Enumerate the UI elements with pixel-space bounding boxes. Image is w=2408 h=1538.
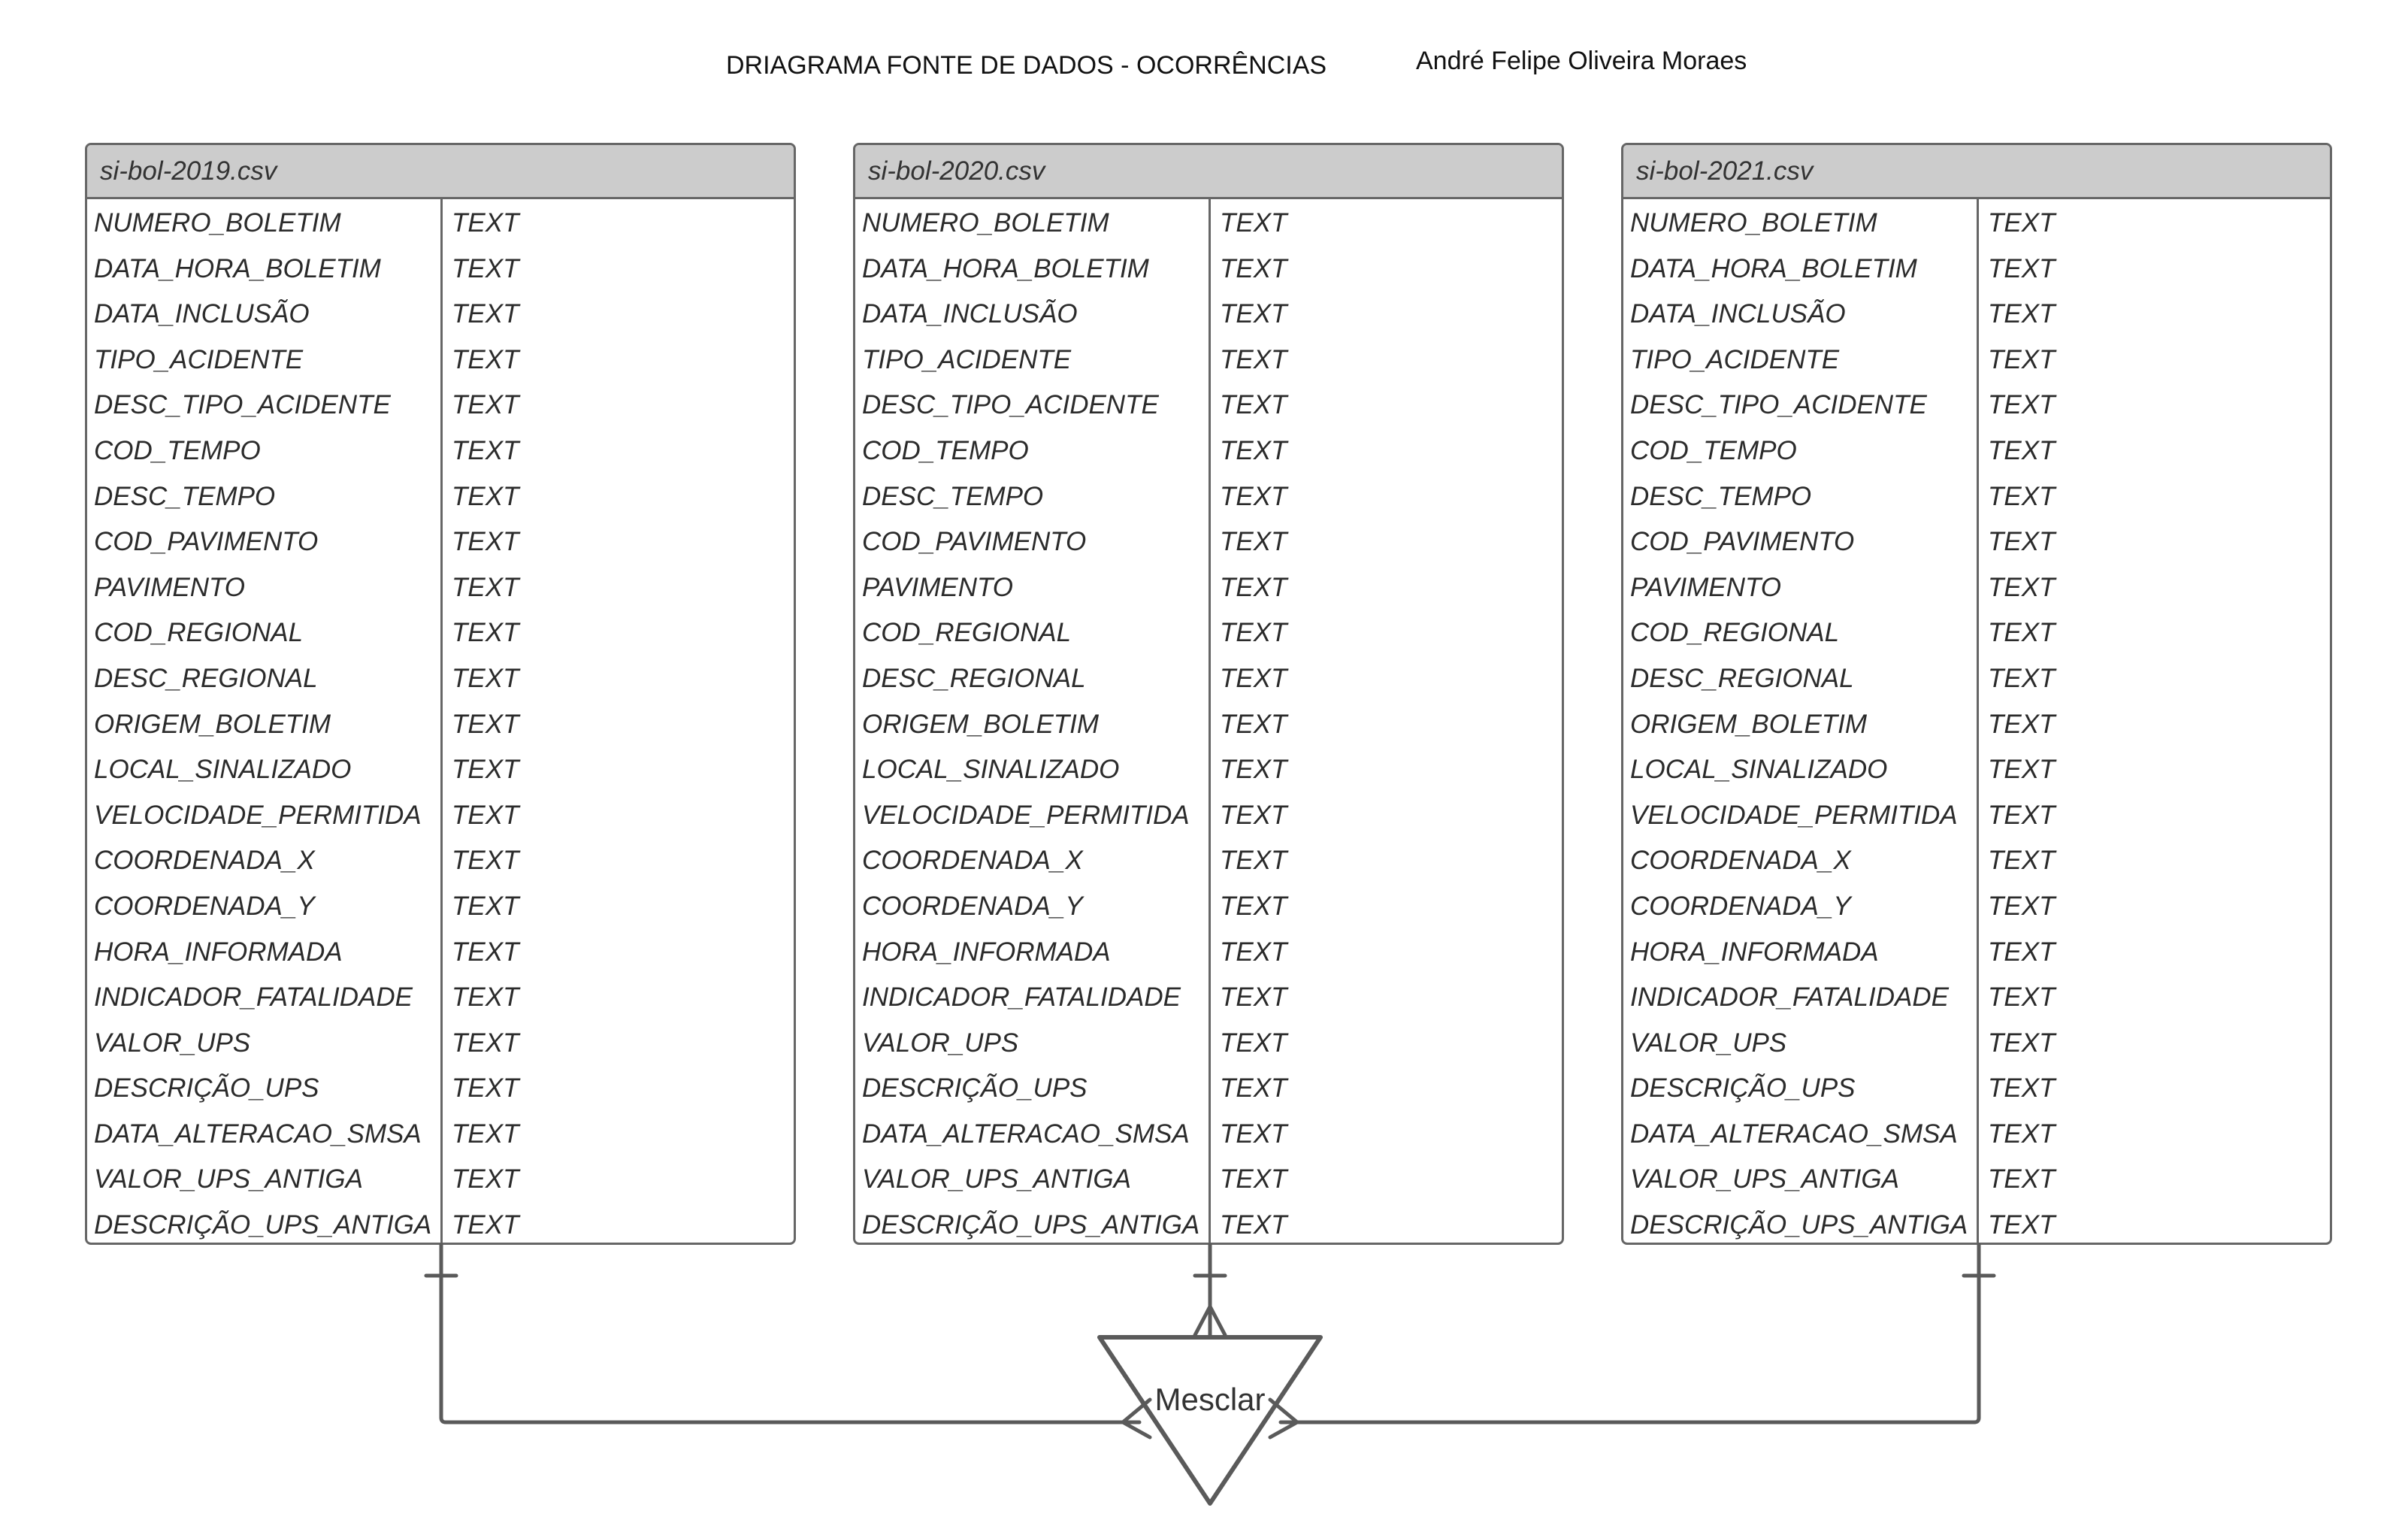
field-name: DATA_HORA_BOLETIM	[94, 253, 381, 283]
field-name: DESCRIÇÃO_UPS_ANTIGA	[94, 1210, 432, 1240]
field-type: TEXT	[1220, 937, 1287, 967]
entity-table-title[interactable]: si-bol-2021.csv	[1623, 145, 2330, 199]
field-type: TEXT	[1220, 755, 1287, 785]
field-name: INDICADOR_FATALIDADE	[862, 982, 1181, 1013]
entity-table-title[interactable]: si-bol-2019.csv	[87, 145, 794, 199]
field-type: TEXT	[452, 618, 519, 648]
field-name: DESC_TIPO_ACIDENTE	[94, 390, 391, 420]
field-name: VALOR_UPS	[94, 1028, 251, 1058]
field-name: DATA_ALTERACAO_SMSA	[94, 1119, 422, 1149]
field-type: TEXT	[1988, 344, 2056, 374]
field-type: TEXT	[452, 1164, 519, 1194]
field-type: TEXT	[452, 299, 519, 329]
field-name: COD_PAVIMENTO	[1630, 527, 1855, 557]
field-type: TEXT	[1220, 846, 1287, 876]
field-name: DATA_INCLUSÃO	[1630, 299, 1846, 329]
field-type: TEXT	[1988, 481, 2056, 511]
field-name: COORDENADA_Y	[1630, 891, 1851, 921]
field-type: TEXT	[452, 572, 519, 602]
field-name: ORIGEM_BOLETIM	[1630, 709, 1868, 739]
field-name: VALOR_UPS	[862, 1028, 1019, 1058]
field-name: LOCAL_SINALIZADO	[94, 755, 352, 785]
field-type: TEXT	[1988, 1164, 2056, 1194]
diagram-title: DRIAGRAMA FONTE DE DADOS - OCORRÊNCIAS	[726, 51, 1327, 80]
field-name: VALOR_UPS_ANTIGA	[862, 1164, 1131, 1194]
field-name: NUMERO_BOLETIM	[1630, 208, 1877, 238]
field-name: PAVIMENTO	[1630, 572, 1781, 602]
field-name: TIPO_ACIDENTE	[1630, 344, 1840, 374]
field-type: TEXT	[1988, 1028, 2056, 1058]
field-name: HORA_INFORMADA	[94, 937, 343, 967]
field-type: TEXT	[1988, 390, 2056, 420]
field-name: COORDENADA_X	[94, 846, 315, 876]
field-type: TEXT	[1220, 299, 1287, 329]
field-name: HORA_INFORMADA	[1630, 937, 1879, 967]
field-name: DATA_HORA_BOLETIM	[1630, 253, 1917, 283]
field-name: COD_REGIONAL	[94, 618, 304, 648]
field-name: DESC_TEMPO	[94, 481, 276, 511]
field-name: COORDENADA_Y	[94, 891, 315, 921]
field-name: DESCRIÇÃO_UPS	[1630, 1073, 1856, 1104]
field-name: HORA_INFORMADA	[862, 937, 1111, 967]
field-type: TEXT	[1220, 527, 1287, 557]
field-type: TEXT	[1220, 572, 1287, 602]
field-type: TEXT	[452, 982, 519, 1013]
field-name: DATA_HORA_BOLETIM	[862, 253, 1149, 283]
field-name: DESC_TEMPO	[1630, 481, 1812, 511]
entity-table-title[interactable]: si-bol-2020.csv	[855, 145, 1562, 199]
field-type: TEXT	[1220, 891, 1287, 921]
field-type: TEXT	[1988, 208, 2056, 238]
field-type: TEXT	[452, 800, 519, 830]
field-type: TEXT	[1988, 1210, 2056, 1240]
field-name: DESC_TEMPO	[862, 481, 1044, 511]
field-type: TEXT	[1988, 937, 2056, 967]
field-type: TEXT	[1988, 1073, 2056, 1104]
field-name: PAVIMENTO	[94, 572, 245, 602]
field-type: TEXT	[1220, 618, 1287, 648]
field-type: TEXT	[1220, 663, 1287, 693]
field-name: DESC_REGIONAL	[1630, 663, 1854, 693]
field-name: DESC_REGIONAL	[862, 663, 1086, 693]
field-type: TEXT	[1220, 208, 1287, 238]
field-name: INDICADOR_FATALIDADE	[1630, 982, 1949, 1013]
field-type: TEXT	[1988, 527, 2056, 557]
field-type: TEXT	[1988, 755, 2056, 785]
field-name: COORDENADA_X	[1630, 846, 1851, 876]
field-name: COD_TEMPO	[1630, 435, 1797, 465]
field-type: TEXT	[452, 208, 519, 238]
field-type: TEXT	[452, 755, 519, 785]
field-name: COD_PAVIMENTO	[862, 527, 1087, 557]
field-name: COD_TEMPO	[94, 435, 261, 465]
field-type: TEXT	[452, 1028, 519, 1058]
field-name: COD_PAVIMENTO	[94, 527, 319, 557]
field-name: VELOCIDADE_PERMITIDA	[862, 800, 1190, 830]
field-type: TEXT	[452, 253, 519, 283]
field-name: COD_TEMPO	[862, 435, 1029, 465]
field-name: VALOR_UPS_ANTIGA	[1630, 1164, 1899, 1194]
merge-label[interactable]: Mesclar	[1154, 1382, 1266, 1417]
field-name: COORDENADA_X	[862, 846, 1083, 876]
field-type: TEXT	[1988, 800, 2056, 830]
field-name: DESCRIÇÃO_UPS_ANTIGA	[862, 1210, 1200, 1240]
field-type: TEXT	[1220, 1028, 1287, 1058]
field-type: TEXT	[452, 891, 519, 921]
field-type: TEXT	[1220, 253, 1287, 283]
field-name: DESC_TIPO_ACIDENTE	[862, 390, 1159, 420]
field-type: TEXT	[452, 527, 519, 557]
field-type: TEXT	[452, 1073, 519, 1104]
field-type: TEXT	[452, 390, 519, 420]
field-name: ORIGEM_BOLETIM	[862, 709, 1100, 739]
field-type: TEXT	[1988, 299, 2056, 329]
field-name: DATA_INCLUSÃO	[94, 299, 310, 329]
field-type: TEXT	[1988, 572, 2056, 602]
field-name: INDICADOR_FATALIDADE	[94, 982, 413, 1013]
field-type: TEXT	[1220, 390, 1287, 420]
field-type: TEXT	[452, 709, 519, 739]
field-type: TEXT	[1988, 663, 2056, 693]
field-name: DATA_ALTERACAO_SMSA	[1630, 1119, 1958, 1149]
field-type: TEXT	[452, 937, 519, 967]
field-name: ORIGEM_BOLETIM	[94, 709, 331, 739]
field-type: TEXT	[1988, 891, 2056, 921]
field-name: TIPO_ACIDENTE	[862, 344, 1072, 374]
field-type: TEXT	[1220, 344, 1287, 374]
field-name: COORDENADA_Y	[862, 891, 1083, 921]
field-name: NUMERO_BOLETIM	[94, 208, 341, 238]
field-type: TEXT	[1220, 800, 1287, 830]
field-type: TEXT	[1988, 846, 2056, 876]
field-type: TEXT	[1220, 435, 1287, 465]
field-name: VALOR_UPS	[1630, 1028, 1787, 1058]
field-name: VELOCIDADE_PERMITIDA	[1630, 800, 1958, 830]
field-type: TEXT	[1988, 253, 2056, 283]
field-name: LOCAL_SINALIZADO	[862, 755, 1120, 785]
field-type: TEXT	[1220, 1119, 1287, 1149]
field-type: TEXT	[452, 344, 519, 374]
field-type: TEXT	[452, 1210, 519, 1240]
field-name: VALOR_UPS_ANTIGA	[94, 1164, 363, 1194]
field-type: TEXT	[1988, 435, 2056, 465]
field-name: TIPO_ACIDENTE	[94, 344, 304, 374]
field-type: TEXT	[1220, 982, 1287, 1013]
field-type: TEXT	[452, 481, 519, 511]
field-type: TEXT	[1220, 709, 1287, 739]
field-type: TEXT	[1220, 1164, 1287, 1194]
field-name: LOCAL_SINALIZADO	[1630, 755, 1888, 785]
field-name: COD_REGIONAL	[862, 618, 1072, 648]
field-type: TEXT	[1988, 982, 2056, 1013]
field-name: PAVIMENTO	[862, 572, 1013, 602]
field-name: DATA_INCLUSÃO	[862, 299, 1078, 329]
field-type: TEXT	[1220, 481, 1287, 511]
field-type: TEXT	[452, 663, 519, 693]
field-type: TEXT	[452, 435, 519, 465]
field-name: DESCRIÇÃO_UPS	[94, 1073, 319, 1104]
field-name: DESC_REGIONAL	[94, 663, 318, 693]
connector-2019-to-merge	[441, 1245, 1139, 1422]
field-name: COD_REGIONAL	[1630, 618, 1840, 648]
field-type: TEXT	[1220, 1210, 1287, 1240]
field-name: VELOCIDADE_PERMITIDA	[94, 800, 422, 830]
field-type: TEXT	[452, 1119, 519, 1149]
field-type: TEXT	[1988, 1119, 2056, 1149]
diagram-author: André Felipe Oliveira Moraes	[1416, 47, 1747, 75]
field-type: TEXT	[1220, 1073, 1287, 1104]
field-name: NUMERO_BOLETIM	[862, 208, 1109, 238]
field-type: TEXT	[1988, 709, 2056, 739]
field-type: TEXT	[452, 846, 519, 876]
field-name: DATA_ALTERACAO_SMSA	[862, 1119, 1190, 1149]
connector-2021-to-merge	[1281, 1245, 1979, 1422]
field-type: TEXT	[1988, 618, 2056, 648]
field-name: DESCRIÇÃO_UPS	[862, 1073, 1088, 1104]
field-name: DESCRIÇÃO_UPS_ANTIGA	[1630, 1210, 1968, 1240]
field-name: DESC_TIPO_ACIDENTE	[1630, 390, 1927, 420]
